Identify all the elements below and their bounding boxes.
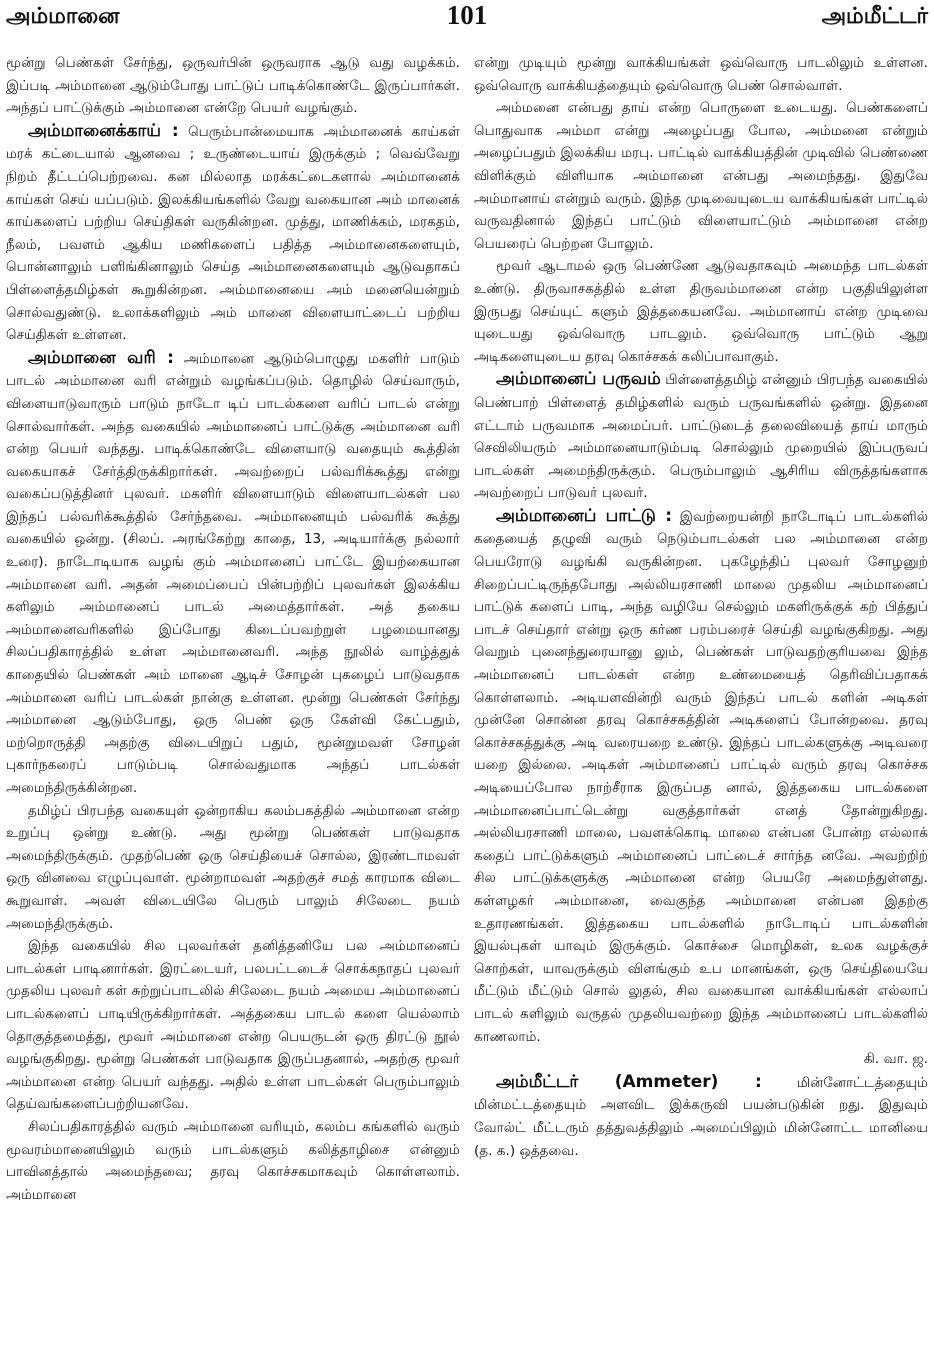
entry-heading: அம்மானைப் பருவம் bbox=[496, 369, 661, 390]
entry-heading: அம்மீட்டர் (Ammeter) : bbox=[496, 1071, 762, 1092]
entry-body: மின்னோட்டத்தையும் மின்மட்டத்தையும் அளவிட இக்கருவி பயன்படுகின் றது. இதுவும் வோல்ட் மீட்டரும் தத்துவத்திலும் அமைப்பிலும் மின்னோட்ட மானியை (த. க.) ஒத்தவை. bbox=[474, 1074, 928, 1159]
entry-body: பெரும்பான்மையாக அம்மானைக் காய்கள் மரக் கட்டையால் ஆனவை ; உருண்டையாய் இருக்கும் ; வெவ்வேறு நிறம் தீட்டப்பெற்றவை. கன மில்லாத மரக்கட்டைகளால் அம்மானைக் காய்கள் செய் யப்படும். இலக்கியங்களில் வேறு வகையான அம் மானைக் காய்களைப் பற்றிய செய்திகள் வருகின்றன. முத்து, மாணிக்கம், மரகதம், நீலம், பவளம் ஆகிய மணிகளைப் பதித்த அம்மானைகளையும், பொன்னாலும் பளிங்கினாலும் செய்த அம்மானைகளையும் ஆடுவதாகப் பிள்ளைத்தமிழ்கள் கூறுகின்றன. அம்மானையை அம் மனையென்றும் சொல்வதுண்டு. உலாக்களிலும் அம் மானை விளையாட்டைப் பற்றிய செய்திகள் உள்ளன. bbox=[6, 123, 460, 344]
entry-heading: அம்மானை வரி : bbox=[28, 347, 174, 368]
paragraph: மூவர் ஆடாமல் ஒரு பெண்ணே ஆடுவதாகவும் அமைந்த பாடல்கள் உண்டு. திருவாசகத்தில் உள்ள திருவம்மானை என்ற பகுதியிலுள்ள இருபது செய்யுட் களும் இத்தகையனவே. அம்மானாய் என்ற முடிவை யுடையது ஒவ்வொரு பாடலும். ஒவ்வொரு பாட்டும் ஆறு அடிகளையுடைய தரவு கொச்சகக் கலிப்பாவாகும். bbox=[474, 258, 928, 365]
entry-ammanai-paruvam bbox=[474, 368, 928, 505]
entry-heading: அம்மானைக்காய் : bbox=[28, 120, 179, 141]
entry-body: பிள்ளைத்தமிழ் என்னும் பிரபந்த வகையில் பெண்பாற் பிள்ளைத் தமிழ்களில் வரும் பருவங்களில் ஒன்று. இதனை எட்டாம் பருவமாக அமைப்பர். பாட்டுடைத் தலைவியைத் தாய் மாரும் செவிலியரும் அம்மானையாடும்படி சொல்லும் முறையில் இப்பருவப் பாடல்கள் அமைந்திருக்கும். பெரும்பாலும் ஆசிரிய விருத்தங்களாக அவற்றைப் பாடுவர் புலவர். bbox=[474, 372, 928, 502]
paragraph: அம்மனை என்பது தாய் என்ற பொருளை உடையது. பெண்களைப் பொதுவாக அம்மா என்று அழைப்பது போல, அம்மனை என்றும் அழைப்பதும் இலக்கிய மரபு. பாட்டில் வாக்கியத்தின் முடிவில் பெண்ணை விளிக்கும் விளியாக அம்மானை என்பது அமைந்தது. இதுவே அம்மானாய் என்றும் வரும். இந்த முடிவையுடைய வாக்கியங்கள் பாட்டில் வருவதினால் இந்தப் பாட்டும் விளையாட்டும் அம்மானை என்ற பெயரைப் பெற்றன போலும். bbox=[474, 100, 928, 252]
entry-body: அம்மானை ஆடும்பொழுது மகளிர் பாடும் பாடல் அம்மானை வரி என்றும் வழங்கப்படும். தொழில் செய்வாரும், விளையாடுவாரும் பாடும் நாடோ டிப் பாடல்களை வரிப் பாடல் என்று சொல்வார்கள். அந்த வகையில் அம்மானைப் பாட்டுக்கு அம்மானை வரி என்ற பெயர் வந்தது. பாடிக்கொண்டே விளையாடு வதையும் கூத்தின் வகையாகச் சேர்த்திருக்கிறார்கள். அவற்றைப் பல்வரிக்கூத்து என்று வகைப்படுத்தினர் புலவர். மகளிர் விளையாடும் விளையாடல்கள் பல இந்தப் பல்வரிக்கூத்தில் சேர்ந்தவை. அம்மானையும் பல்வரிக் கூத்து வகையில் ஒன்று. (சிலப். அரங்கேற்று காதை, 13, அடியார்க்கு நல்லார் உரை). நாடோடியாக வழங் கும் அம்மானைப் பாட்டே இயற்கையான அம்மானை வரி. அதன் அமைப்பைப் பின்பற்றிப் புலவர்கள் இலக்கிய களிலும் அம்மானைப் பாடல் அமைத்தார்கள். அத் தகைய அம்மானைவரிகளில் இப்போது கிடைப்பவற்றுள் பழமையானது சிலப்பதிகாரத்தில் உள்ள அம்மானைவரி. அந்த நூலில் வாழ்த்துக் காதையில் பெண்கள் அம் மானை ஆடிச் சோழன் புகழைப் பாடுவதாக அம்மானை வரிப் பாடல்கள் நான்கு உள்ளன. மூன்று பெண்கள் சேர்ந்து அம்மானை ஆடும்போது, ஒரு பெண் ஒரு கேள்வி கேட்பதும், மற்றொருத்தி அதற்கு விடையிறுப் பதும், மூன்றுமவள் சோழன் புகார்நகரைப் பாடும்படி சொல்வதுமாக அந்தப் பாடல்கள் அமைந்திருக்கின்றன. bbox=[6, 350, 460, 796]
paragraph: தமிழ்ப் பிரபந்த வகையுள் ஒன்றாகிய கலம்பகத்தில் அம்மானை என்ற உறுப்பு ஒன்று உண்டு. அது மூன்று பெண்கள் பாடுவதாக அமைந்திருக்கும். முதற்பெண் ஒரு செய்தியைச் சொல்ல, இரண்டாமவள் ஒரு வினவை எழுப்புவாள். மூன்றாமவள் அதற்குச் சமத் காரமாக விடை கூறுவாள். அவள் விடையிலே பெரும் பாலும் சிலேடை நயம் அமைந்திருக்கும். bbox=[6, 802, 460, 932]
paragraph: சிலப்பதிகாரத்தில் வரும் அம்மானை வரியும், கலம்ப கங்களில் வரும் மூவரம்மானையிலும் வரும் பாடல்களும் கலித்தாழிசை என்னும் பாவினத்தால் அமைந்தவை; தரவு கொச்சகமாகவும் கொள்ளலாம். அம்மானை bbox=[6, 1118, 460, 1203]
paragraph: இந்த வகையில் சில புலவர்கள் தனித்தனியே பல அம்மானைப் பாடல்கள் பாடினார்கள். இரட்டையர், பலபட்டடைச் சொக்கநாதப் புலவர் முதலிய புலவர் கள் சுற்றுப்பாடலில் சிலேடை நயம் அமைய அம்மானைப் பாடல்களைப் பாடியிருக்கிறார்கள். அத்தகைய பாடல் களை யெல்லாம் தொகுத்தமைத்து, மூவர் அம்மானை என்ற பெயருடன் ஒரு திரட்டு நூல் வழங்குகிறது. மூன்று பெண்கள் பாடுவதாக இருப்பதனால், அதற்கு மூவர் அம்மானை என்ற பெயர் வந்தது. அதில் உள்ள பாடல்கள் பெரும்பாலும் தெய்வங்களைப்பற்றியனவே. bbox=[6, 938, 460, 1113]
running-head-right: அம்மீட்டர் bbox=[821, 4, 928, 29]
entry-ammanai-vari bbox=[6, 347, 460, 800]
left-column bbox=[6, 52, 460, 1357]
paragraph: மூன்று பெண்கள் சேர்ந்து, ஒருவர்பின் ஒருவராக ஆடு வது வழக்கம். இப்படி அம்மானை ஆடும்போது பாட்டுப் பாடிக்கொண்டே இருப்பார்கள். அந்தப் பாட்டுக்கும் அம்மானை என்றே பெயர் வழங்கும். bbox=[6, 55, 460, 117]
page-number: 101 bbox=[446, 0, 488, 30]
author-signature: கி. வா. ஜ. bbox=[863, 1051, 928, 1068]
running-head-left: அம்மானை bbox=[6, 4, 120, 29]
paragraph: என்று முடியும் மூன்று வாக்கியங்கள் ஒவ்வொரு பாடலிலும் உள்ளன. ஒவ்வொரு வாக்கியத்தையும் ஒவ்வொரு பெண் சொல்வாள். bbox=[474, 55, 928, 94]
page-header bbox=[0, 0, 934, 42]
entry-body: இவற்றையன்றி நாடோடிப் பாடல்களில் கதையைத் தழுவி வரும் நெடும்பாடல்கள் பல அம்மானை என்ற பெயரோடு வழங்கி வருகின்றன. புகழேந்திப் புலவர் சோழனுற் சிறைப்பட்டிருந்தபோது அல்லியரசாணி மாலை முதலிய அம்மானைப் பாட்டுக் களைப் பாடி, அந்த வழியே செல்லும் மகளிருக்குக் கற் பித்துப் பாடச் செய்தார் என்று ஒரு கர்ண பரம்பரைச் செய்தி வழங்குகிறது. அது வெறும் புனைந்துரையானு லும், பெண்கள் பாடுவதற்குரியவை இந்த அம்மானைப் பாடல்கள் என்ற உண்மையைத் தெரிவிப்பதாகக் கொள்ளலாம். அடியளவின்றி வரும் இந்தப் பாடல் களின் அடிகள் முன்னே சொன்ன தரவு கொச்சகத்தின் அடிகளைப் போன்றவை. தரவு கொச்சகத்துக்கு அடி வரையறை உண்டு. இந்தப் பாடல்களுக்கு அடிவரை யறை இல்லை. அடிகள் அம்மானைப் பாட்டில் வரும் தரவு கொச்சக அடியைப்போல நாற்சீராக இருப்பத னால், இத்தகைய பாடல்களை அம்மானைப்பாட்டென்று வகுத்தார்கள் எனத் தோன்றுகிறது. அல்லியரசாணி மாலை, பவளக்கொடி மாலை என்பன போன்ற எல்லாக் கதைப் பாட்டுக்களும் அம்மானைப் பாட்டைச் சார்ந்த னவே. அவற்றிற் சில பாட்டுக்களுக்கு அம்மானை என்ற பெயரே அமைந்துள்ளது. கள்ளழகர் அம்மானை, வைகுந்த அம்மானை என்பன இதற்கு உதாரணங்கள். இத்தகைய பாடல்களில் நாடோடிப் பாடல்களின் இயல்புகள் யாவும் இருக்கும். கொச்சை மொழிகள், உலக வழக்குச் சொற்கள், யாவருக்கும் விளங்கும் உப மானங்கள், ஒரு செய்தியையே மீட்டும் மீட்டும் சொல் லுதல், சில வகையான வாக்கியங்கள் எல்லாப் பாடல் களிலும் வருதல் முதலியவற்றை இந்த அம்மானைப் பாடல்களில் காணலாம். bbox=[474, 508, 928, 1045]
entry-heading: அம்மானைப் பாட்டு : bbox=[496, 505, 673, 526]
entry-ammeter bbox=[474, 1071, 928, 1162]
entry-ammanai-pattu bbox=[474, 505, 928, 1048]
right-column bbox=[474, 52, 928, 1357]
entry-ammanaikkai bbox=[6, 120, 460, 347]
